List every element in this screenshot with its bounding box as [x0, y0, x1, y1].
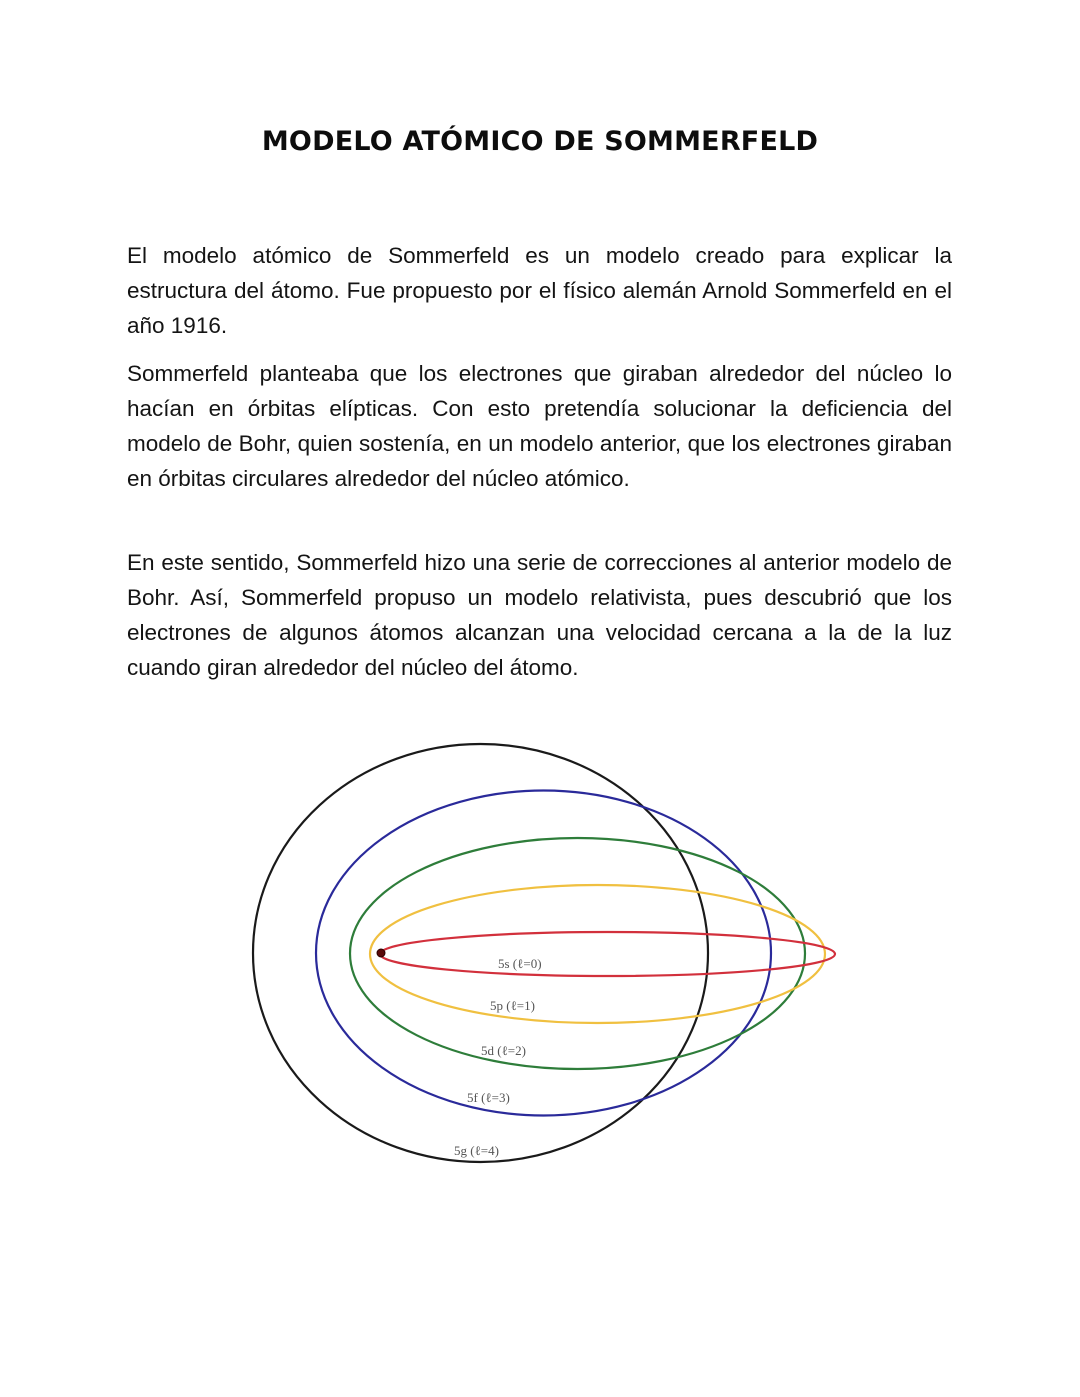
- orbit-label-5s: 5s (ℓ=0): [498, 956, 542, 971]
- sommerfeld-orbits-diagram: [240, 730, 840, 1170]
- orbit-label-5p: 5p (ℓ=1): [490, 998, 535, 1013]
- orbit-5s: [380, 932, 835, 976]
- page-title: MODELO ATÓMICO DE SOMMERFELD: [261, 126, 819, 157]
- orbits-svg: [240, 730, 840, 1170]
- nucleus-dot: [377, 949, 385, 957]
- orbit-5d: [350, 838, 805, 1069]
- orbit-label-5f: 5f (ℓ=3): [467, 1090, 510, 1105]
- orbit-label-5g: 5g (ℓ=4): [454, 1143, 499, 1158]
- orbit-label-5d: 5d (ℓ=2): [481, 1043, 526, 1058]
- paragraph-elliptical-orbits: Sommerfeld planteaba que los electrones que giraban alrededor del núcleo lo hacían en órbitas elípticas. Con esto pretendía solucionar la deficiencia del modelo de Bohr, quien sostenía, en un modelo anterior, que los electrones giraban en órbitas circulares alrededor del núcleo atómico.: [127, 361, 952, 491]
- paragraph-intro: El modelo atómico de Sommerfeld es un modelo creado para explicar la estructura del átomo. Fue propuesto por el físico alemán Arnold Sommerfeld en el año 1916.: [127, 243, 952, 338]
- orbit-5p: [370, 885, 825, 1023]
- paragraph-relativistic-model: En este sentido, Sommerfeld hizo una serie de correcciones al anterior modelo de Bohr. Así, Sommerfeld propuso un modelo relativista, pues descubrió que los electrones de algunos átomos alcanzan una velocidad cercana a la de la luz cuando giran alrededor del núcleo del átomo.: [127, 550, 952, 680]
